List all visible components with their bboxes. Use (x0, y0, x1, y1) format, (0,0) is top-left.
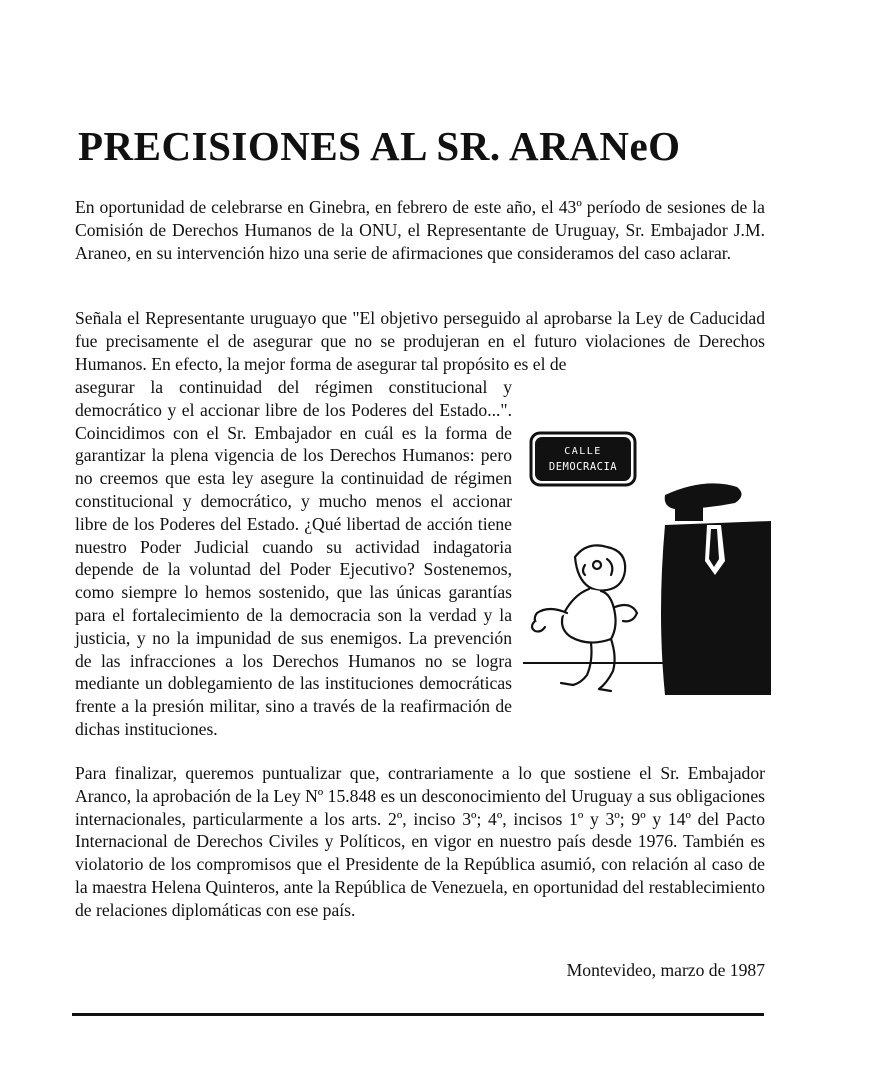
sign-line-2: DEMOCRACIA (548, 461, 618, 473)
civilian-figure (532, 545, 637, 691)
paragraph-conclusion: Para finalizar, queremos puntualizar que, contrariamente a lo que sostiene el Sr. Embajador Aranco, la aprobación de la Ley Nº 15.848 es un desconocimiento del Uruguay a sus obligaciones internacionales, particularmente a los arts. 2º, inciso 3º; 4º, incisos 1º y 3º; 9º y 14º del Pacto Internacional de Derechos Civiles y Políticos, en vigor en nuestro país desde 1976. También es violatorio de los compromisos que el Presidente de la República asumió, con relación al caso de la maestra Helena Quinteros, ante la República de Venezuela, en oportunidad del restablecimiento de relaciones diplomáticas con ese país. (75, 763, 765, 920)
street-sign (531, 433, 635, 485)
sign-line-1: CALLE (564, 446, 602, 457)
page-title: PRECISIONES AL SR. ARANeO (78, 123, 681, 169)
bottom-divider (72, 1013, 764, 1016)
paragraph-quote: Señala el Representante uruguayo que "El objetivo perseguido al aprobarse la Ley de Caducidad fue precisamente el de asegurar que no se produjeran en el futuro violaciones de Derechos Humanos. En efecto, la mejor forma de asegurar tal propósito es el de (75, 308, 765, 374)
paragraph-intro: En oportunidad de celebrarse en Ginebra, en febrero de este año, el 43º período de sesiones de la Comisión de Derechos Humanos de la ONU, el Representante de Uruguay, Sr. Embajador J.M. Araneo, en su intervención hizo una serie de afirmaciones que consideramos del caso aclarar. (75, 197, 765, 263)
cartoon-illustration (515, 425, 771, 695)
military-figure (661, 483, 771, 695)
signature-place-date: Montevideo, marzo de 1987 (566, 960, 765, 980)
paragraph-argument: asegurar la continuidad del régimen constitucional y democrático y el accionar libre de los Poderes del Estado...". Coincidimos con el Sr. Embajador en cuál es la forma de garantizar la plena vigencia de los Derechos Humanos: pero no creemos que esta ley asegure la continuidad de régimen constitucional y democrático, y mucho menos el accionar libre de los Poderes del Estado. ¿Qué libertad de acción tiene nuestro Poder Judicial cuando su actividad indagatoria depende de la voluntad del Poder Ejecutivo? Sostenemos, como siempre lo hemos sostenido, que las únicas garantías para el fortalecimiento de la democracia son la verdad y la justicia, y no la impunidad de sus enemigos. La prevención de las infracciones a los Derechos Humanos no se logra mediante un doblegamiento de las instituciones democráticas frente a la presión militar, sino a través de la reafirmación de dichas instituciones. (75, 377, 512, 739)
